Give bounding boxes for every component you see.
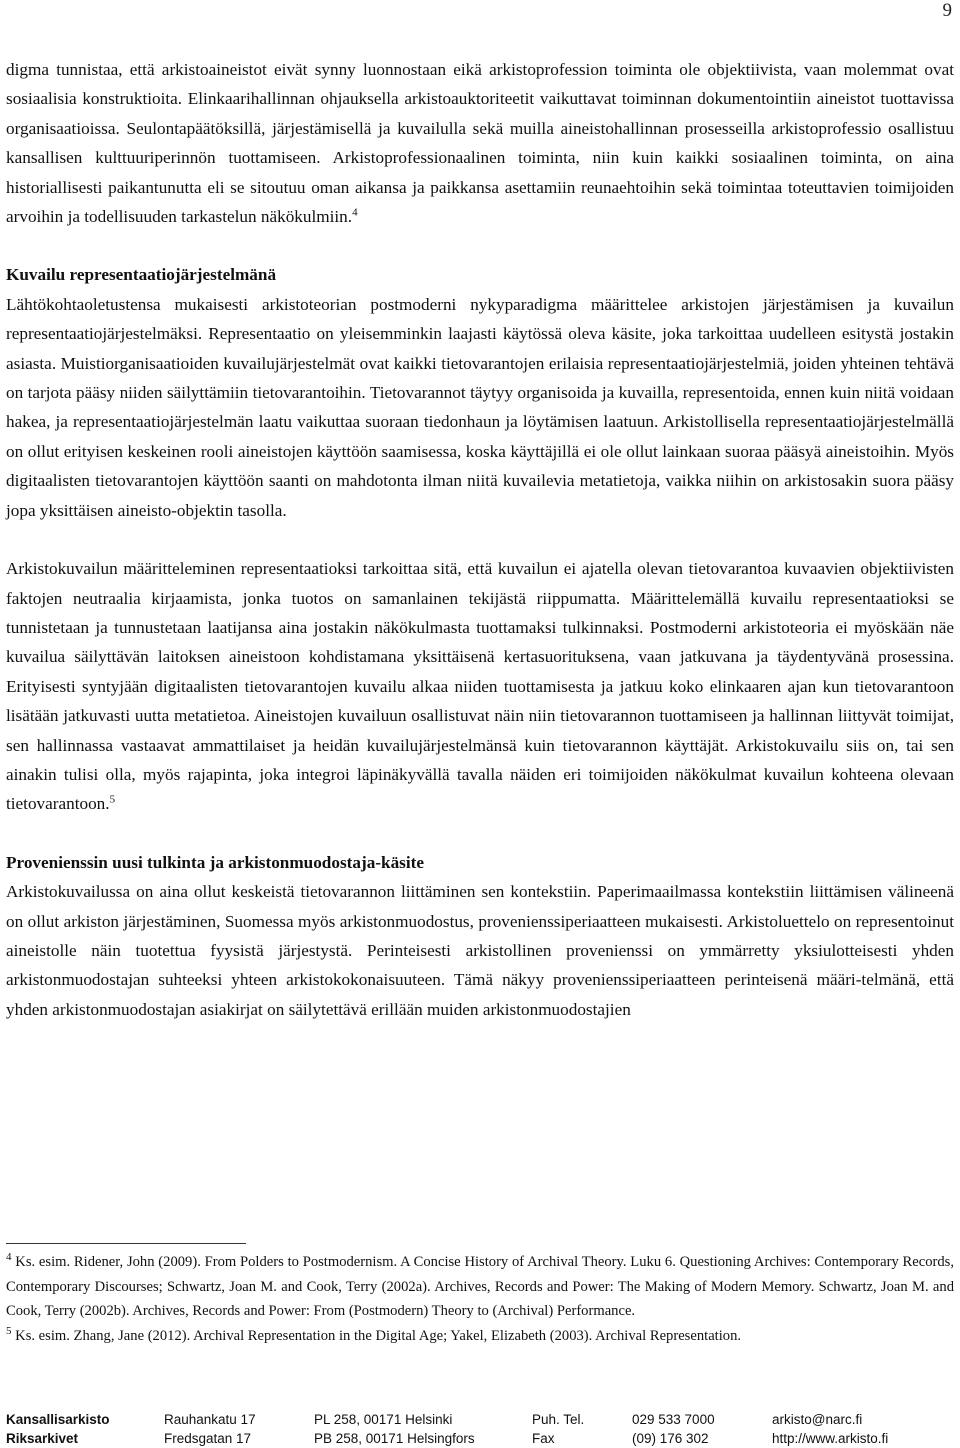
street-address: Fredsgatan 17 [164, 1431, 252, 1446]
street-address: Rauhankatu 17 [164, 1412, 256, 1427]
section-heading: Provenienssin uusi tulkinta ja arkistonmuodostaja-käsite [6, 852, 424, 872]
phone-label: Puh. Tel. [532, 1412, 585, 1427]
postal-address: PB 258, 00171 Helsingfors [314, 1431, 475, 1446]
organization-name: Kansallisarkisto [6, 1412, 110, 1427]
organization-name: Riksarkivet [6, 1431, 79, 1446]
fax-label: Fax [532, 1431, 555, 1446]
postal-address: PL 258, 00171 Helsinki [314, 1412, 453, 1427]
paragraph: Arkistokuvailussa on aina ollut keskeistä tietovarannon liittäminen sen kontekstiin. Paperimaailmassa kontekstiin liittämisen välineenä on ollut arkiston järjestäminen, Suomessa myös arkistonmuodostus, provenienssiperiaatteen mukaisesti. Arkistoluettelo on representoinut aineistolle näin tuotettua fyysistä järjestystä. Perinteisesti arkistollinen provenienssi on ymmärretty yksiulotteisesti yhden arkistonmuodostajan suhteeksi yhteen arkistokokonaisuuteen. Tämä näkyy provenienssiperiaatteen perinteisenä määri-telmänä, että yhden arkistonmuodostajan asiakirjat on säilytettävä erillään muiden arkistonmuodostajien [6, 882, 954, 1019]
section-heading: Kuvailu representaatiojärjestelmänä [6, 265, 277, 285]
footnote: $^4$ Ks. esim. Ridener, John (2009). From Polders to Postmodernism. A Concise History of Archival Theory. Luku 6. Questioning Archives: Contemporary Records, Contemporary Discourses; Schwartz, Joan M. and Cook, Terry (2002a). Archives, Records and Power: The Making of Modern Memory. Schwartz, Joan M. and Cook, Terry (2002b). Archives, Records and Power: From (Postmodern) Theory to (Archival) Performance. [6, 1251, 954, 1320]
website-link[interactable]: http://www.arkisto.fi [772, 1431, 889, 1446]
paragraph: digma tunnistaa, että arkistoaineistot eivät synny luonnostaan eikä arkistoprofession toiminta ole objektiivista, vaan molemmat ovat sosiaalisia konstruktioita. Elinkaarihallinnan ohjauksella arkistoauktoriteetit vaikuttavat toiminnan dokumentointiin aineistot tuottavissa organisaatioissa. Seulontapäätöksillä, järjestämisellä ja kuvailulla sekä muilla aineistohallinnan prosesseilla arkistoprofessio osallistuu kansallisen kulttuuriperinnön tuottamiseen. Arkistoprofessionaalinen toiminta, niin kuin kaikki sosiaalinen toiminta, on aina historiallisesti paikantunutta eli se sitoutuu oman aikansa ja paikkansa asettamiin reunaehtoihin sekä toimintaa toteuttavien toimijoiden arvoihin ja todellisuuden tarkastelun näkökulmiin.$^4$ [6, 60, 954, 227]
footnotes [6, 1250, 954, 1348]
footnote-number: 4 [6, 1251, 12, 1264]
footnote-ref: 4 [352, 206, 358, 219]
main-text [6, 55, 954, 1024]
footnote-divider [6, 1243, 246, 1244]
page-number: 9 [942, 0, 952, 21]
fax-number: (09) 176 302 [632, 1431, 709, 1446]
email-link[interactable]: arkisto@narc.fi [772, 1412, 863, 1427]
footer-row [6, 1410, 954, 1429]
footnote-ref: 5 [109, 793, 116, 806]
footnote-number: 5 [6, 1324, 12, 1337]
page-footer [6, 1410, 954, 1448]
footer-row [6, 1429, 954, 1448]
phone-number: 029 533 7000 [632, 1412, 715, 1427]
footnote: $^5$ Ks. esim. Zhang, Jane (2012). Archival Representation in the Digital Age; Yakel, Elizabeth (2003). Archival Representation. [6, 1324, 742, 1344]
paragraph: Arkistokuvailun määritteleminen representaatioksi tarkoittaa sitä, että kuvailun ei ajatella olevan tietovarantoa kuvaavien objektiivisten faktojen neutraalia kirjaamista, jonka tuotos on samanlainen tekijästä riippumatta. Määrittelemällä kuvailu representaatioksi se tunnistetaan ja tunnustetaan laatijansa aina jostakin näkökulmasta tuottamaksi tulkinnaksi. Postmoderni arkistoteoria ei myöskään näe kuvailua säilyttävän laitoksen aineistoon kohdistamana yksittäisenä kertasuorituksena, vaan jatkuvana ja täydentyvänä prosessina. Erityisesti syntyjään digitaalisten tietovarantojen kuvailu alkaa niiden tuottamisesta ja jatkuu koko elinkaaren ajan kun tietovarantoon lisätään jatkuvasti uutta metatietoa. Aineistojen kuvailuun osallistuvat näin niin tietovarannon tuottamiseen ja hallinnan liittyvät toimijat, sen hallinnassa vastaavat ammattilaiset ja heidän kuvailujärjestelmänsä kuin tietovarannon käyttäjät. Arkistokuvailu siis on, tai sen ainakin tulisi olla, myös rajapinta, joka integroi läpinäkyvällä tavalla näiden eri toimijoiden näkökulmat kuvailun kohteena olevaan tietovarantoon.$^5$ [6, 559, 954, 814]
paragraph: Lähtökohtaoletustensa mukaisesti arkistoteorian postmoderni nykyparadigma määrittelee arkistojen järjestämisen ja kuvailun representaatiojärjestelmäksi. Representaatio on yleisemminkin laajasti käytössä oleva käsite, joka tarkoittaa uudelleen esitystä jostakin asiasta. Muistiorganisaatioiden kuvailujärjestelmät ovat kaikki tietovarantojen erilaisia representaatiojärjestelmiä, joiden yhteinen tehtävä on tarjota pääsy niiden säilyttämiin tietovarantoihin. Tietovarannot täytyy organisoida ja kuvailla, representoida, ennen kuin niitä voidaan hakea, ja representaatiojärjestelmän laatu vaikuttaa suoraan tiedonhaun ja löytämisen laatuun. Arkistollisella representaatiojärjestelmällä on ollut erityisen keskeinen rooli aineistojen käyttöön saamisessa, koska käyttäjillä ei ole ollut lainkaan suoraa pääsyä aineistoihin. Myös digitaalisten tietovarantojen käyttöön saanti on mahdotonta ilman niitä kuvailevia metatietoja, vaikka niihin on arkistosakin suora pääsy jopa yksittäisen aineisto-objektin tasolla. [6, 294, 954, 520]
